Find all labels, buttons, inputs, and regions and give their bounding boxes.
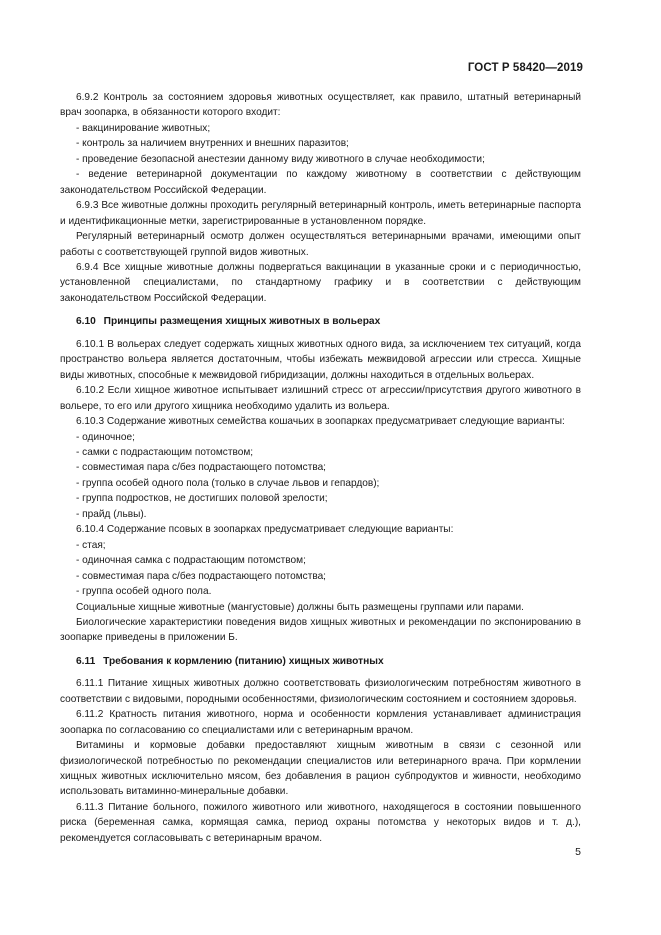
section-title: Принципы размещения хищных животных в вольерах [103, 316, 381, 328]
page-number: 5 [575, 846, 581, 858]
clause-6-11-2: 6.11.2 Кратность питания животного, норма и особенности кормления устанавливает администрация зоопарка по согласованию со специалистами или с ветеринарным врачом. [60, 709, 581, 736]
document-header: ГОСТ Р 58420—2019 [467, 62, 583, 74]
section-heading-6-11 [60, 654, 581, 669]
clause-6-11-1: 6.11.1 Питание хищных животных должно соответствовать физиологическим потребностям животного в соответствии с видовыми, породными особенностями, физиологическим состоянием и состоянием здоровья. [60, 678, 581, 705]
list-item: - совместимая пара с/без подрастающего потомства; [76, 570, 326, 582]
list-item: - группа подростков, не достигших половой зрелости; [76, 493, 328, 505]
list-item: - стая; [76, 539, 106, 551]
clause-6-11-3: 6.11.3 Питание больного, пожилого животного или животного, находящегося в состоянии повышенного риска (беременная самка, кормящая самка, период охраны потомства у некоторых видов и т. д.), рекомендуется согласовывать с ветеринарным врачом. [60, 801, 581, 844]
list-item: - одиночное; [76, 431, 135, 443]
clause-6-10-3: 6.10.3 Содержание животных семейства кошачьих в зоопарках предусматривает следующие варианты: [76, 416, 565, 428]
list-item: - проведение безопасной анестезии данному виду животного в случае необходимости; [76, 153, 485, 165]
paragraph: Социальные хищные животные (мангустовые) должны быть размещены группами или парами. [76, 601, 524, 613]
clause-6-9-4: 6.9.4 Все хищные животные должны подвергаться вакцинации в указанные сроки и с периодичностью, установленной специалистами, по стандартному графику и в соответствии с действующим законодательством Российской Федерации. [60, 261, 581, 304]
list-item-long: - ведение ветеринарной документации по каждому животному в соответствии с действующим законодательством Российской Федерации. [60, 169, 581, 196]
list-item: - группа особей одного пола. [76, 586, 212, 598]
list-item: - самки с подрастающим потомством; [76, 446, 254, 458]
paragraph: Регулярный ветеринарный осмотр должен осуществляться ветеринарными врачами, имеющими опыт работы с соответствующей группой видов животных. [60, 231, 581, 258]
clause-6-9-2: 6.9.2 Контроль за состоянием здоровья животных осуществляет, как правило, штатный ветеринарный врач зоопарка, в обязанности которого входит: [60, 92, 581, 119]
section-number: 6.11 [76, 655, 96, 667]
list-item: - одиночная самка с подрастающим потомством; [76, 555, 306, 567]
section-number: 6.10 [76, 316, 96, 328]
list-item: - вакцинирование животных; [76, 122, 211, 134]
section-heading-6-10 [60, 314, 581, 329]
paragraph: Биологические характеристики поведения видов хищных животных и рекомендации по экспонированию в зоопарке приведены в приложении Б. [60, 616, 581, 644]
clause-6-10-4: 6.10.4 Содержание псовых в зоопарках предусматривает следующие варианты: [76, 524, 454, 536]
list-item: - прайд (львы). [76, 508, 147, 520]
list-item: - совместимая пара с/без подрастающего потомства; [76, 462, 326, 474]
section-title: Требования к кормлению (питанию) хищных животных [103, 655, 384, 667]
paragraph: Витамины и кормовые добавки предоставляют хищным животным в связи с сезонной или физиологической потребностью по рекомендации специалистов или ветеринарного врача. При кормлении хищных животных исключительно мясом, без добавления в рацион субпродуктов и живности, необходимо использовать витаминно-минеральные добавки. [60, 740, 581, 798]
clause-6-10-1: 6.10.1 В вольерах следует содержать хищных животных одного вида, за исключением тех ситуаций, когда пространство вольера является достаточным, чтобы избежать межвидовой агрессии или стресса. Хищные виды животных, способные к межвидовой гибридизации, должны находиться в отдельных вольерах. [60, 338, 581, 381]
document-body [60, 90, 581, 846]
clause-6-10-2: 6.10.2 Если хищное животное испытывает излишний стресс от агрессии/присутствия другого животного в вольере, то его или другого хищника необходимо удалить из вольера. [60, 385, 581, 412]
list-item: - контроль за наличием внутренних и внешних паразитов; [76, 138, 349, 150]
clause-6-9-3: 6.9.3 Все животные должны проходить регулярный ветеринарный контроль, иметь ветеринарные паспорта и идентификационные метки, зарегистрированные в установленном порядке. [60, 200, 581, 227]
list-item: - группа особей одного пола (только в случае львов и гепардов); [76, 477, 380, 489]
